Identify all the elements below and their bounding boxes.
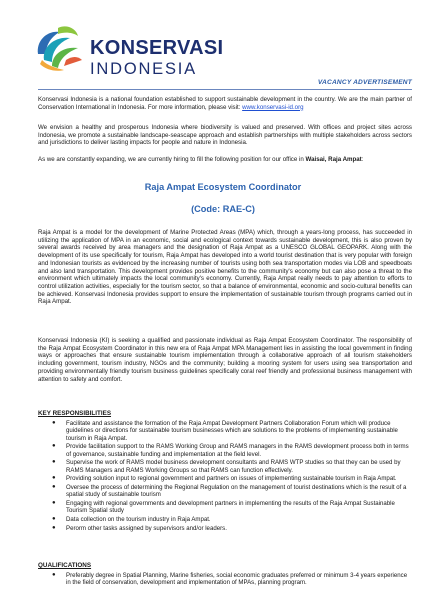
list-item [52,443,412,458]
list-item [52,524,412,532]
intro-paragraph-3 [38,156,412,164]
bullet-dot-icon: ● [52,524,56,531]
list-item-text: Data collection on the tourism industry in Raja Ampat. [66,516,211,523]
list-item-text: Oversee the process of determining the Regional Regulation on the management of tourist destinations which is the result of a spatial study of sustainable tourism [66,484,407,499]
description-paragraph-2: Konservasi Indonesia (KI) is seeking a qualified and passionate individual as Raja Ampat Ecosystem Coordinator. The responsibility of the Raja Ampat Ecosystem Coordinator in this new era of Raja Ampat MPA Management lies in assisting the local government in finding ways or approaches that ensure sustainable tourism implementation through a collaborative approach of all tourism stakeholders including government, tourism industry, NGOs and the community; building a mooring system for users using sea transportation and providing environmentally friendly tourism business guidelines specifically coral reef friendly and professional business management with attention to safety and comfort. [38,337,412,383]
office-location: Waisai, Raja Ampat [305,156,362,163]
qualifications-list [52,572,412,588]
responsibilities-list [52,420,412,533]
responsibilities-heading: KEY RESPONSIBILITIES [38,410,112,417]
website-link[interactable]: www.konservasi-id.org [242,103,304,111]
list-item-text: Supervise the work of RAMS model business development consultants and RAMS WTP studies so that they can be used by RAMS Managers and RAMS Working Groups so that RAMS can function effectively. [66,459,401,474]
intro-text: As we are constantly expanding, we are currently hiring to fill the following position for our office in [38,156,306,163]
intro-text: Konservasi Indonesia is a national foundation established to support sustainable development in the country. We are the main partner of Conservation International in Indonesia. For more information, please visit: [38,96,412,111]
position-code: (Code: RAE-C) [191,204,255,214]
intro-text: : [361,156,364,163]
list-item-text: Providing solution input to regional government and partners on issues of implementing sustainable tourism in Raja Ampat. [66,475,397,483]
logo-wordmark-line1: KONSERVASI [90,37,224,59]
list-item-text: Provide facilitation support to the RAMS Working Group and RAMS managers in the RAMS development process both in terms of governance, sustainable funding and implementation at the field level. [66,443,409,458]
list-item [52,500,412,515]
bullet-dot-icon: ● [52,443,56,450]
logo-wordmark-line2: INDONESIA [90,60,197,78]
list-item-text: Preferably degree in Spatial Planning, Marine fisheries, social economic graduates preferred or minimum 3-4 years experience in the field of conservation, development and implementation of MPAs, planning program. [66,572,408,587]
description-paragraph-1: Raja Ampat is a model for the development of Marine Protected Areas (MPA) which, through a years-long process, has succeeded in utilizing the application of MPA in an economic, social and ecological context towards sustainable development, this is also proven by several awards received by area managers and the designation of Raja Ampat as a UNESCO GLOBAL GEOPARK. Along with the development of its use specifically for tourism, Raja Ampat has developed into a world tourist destination that is very popular with foreign and Indonesian tourists as evidenced by the increasing number of tourists using both sea transportation modes via LOB and speedboats and also land transportation. This development provides positive benefits to the community's economy but can also pose a threat to the environment which ultimately impacts the local community's economy. Currently, Raja Ampat really needs to pay attention to efforts to control utilization activities, especially for the tourism sector, so that a balance of environmental, economic and socio-cultural benefits can be achieved. Konservasi Indonesia provides support to ensure the implementation of sustainable tourism through programs carried out in Raja Ampat. [38,229,412,306]
bullet-dot-icon: ● [52,459,56,466]
bullet-dot-icon: ● [52,572,56,578]
list-item [52,475,412,483]
list-item [52,572,412,587]
intro-paragraph-2: We envision a healthy and prosperous Indonesia where biodiversity is valued and preserved. With offices and project sites across Indonesia, we promote a sustainable landscape-seascape approach and establish partnerships with multiple stakeholders across sectors and jurisdictions to deliver lasting impacts for people and nature in Indonesia. [38,124,412,147]
konservasi-leaf-logo-icon [30,20,86,76]
header-divider [38,89,412,90]
list-item-text: Facilitate and assistance the formation of the Raja Ampat Development Partners Collaboration Forum which will produce guidelines or directions for sustainable tourism businesses which are solutions to the problems of implementing sustainable tourism in Raja Ampat. [66,420,398,442]
bullet-dot-icon: ● [52,500,56,506]
list-item-text: Perorm other tasks assigned by supervisors and/or leaders. [66,524,227,532]
intro-paragraph-1 [38,96,412,111]
bullet-dot-icon: ● [52,484,56,490]
position-title: Raja Ampat Ecosystem Coordinator [144,182,302,192]
qualifications-heading: QUALIFICATIONS [38,562,92,569]
vacancy-advertisement-label: VACANCY ADVERTISEMENT [317,79,412,86]
list-item [52,420,412,442]
list-item [52,516,412,523]
list-item-text: Engaging with regional governments and development partners in implementing the results of the Raja Ampat Sustainable Tourism Spatial study [66,500,395,515]
bullet-dot-icon: ● [52,516,56,522]
bullet-dot-icon: ● [52,475,56,482]
list-item [52,459,412,474]
list-item [52,484,412,499]
bullet-dot-icon: ● [52,420,56,426]
konservasi-logo [30,20,224,78]
